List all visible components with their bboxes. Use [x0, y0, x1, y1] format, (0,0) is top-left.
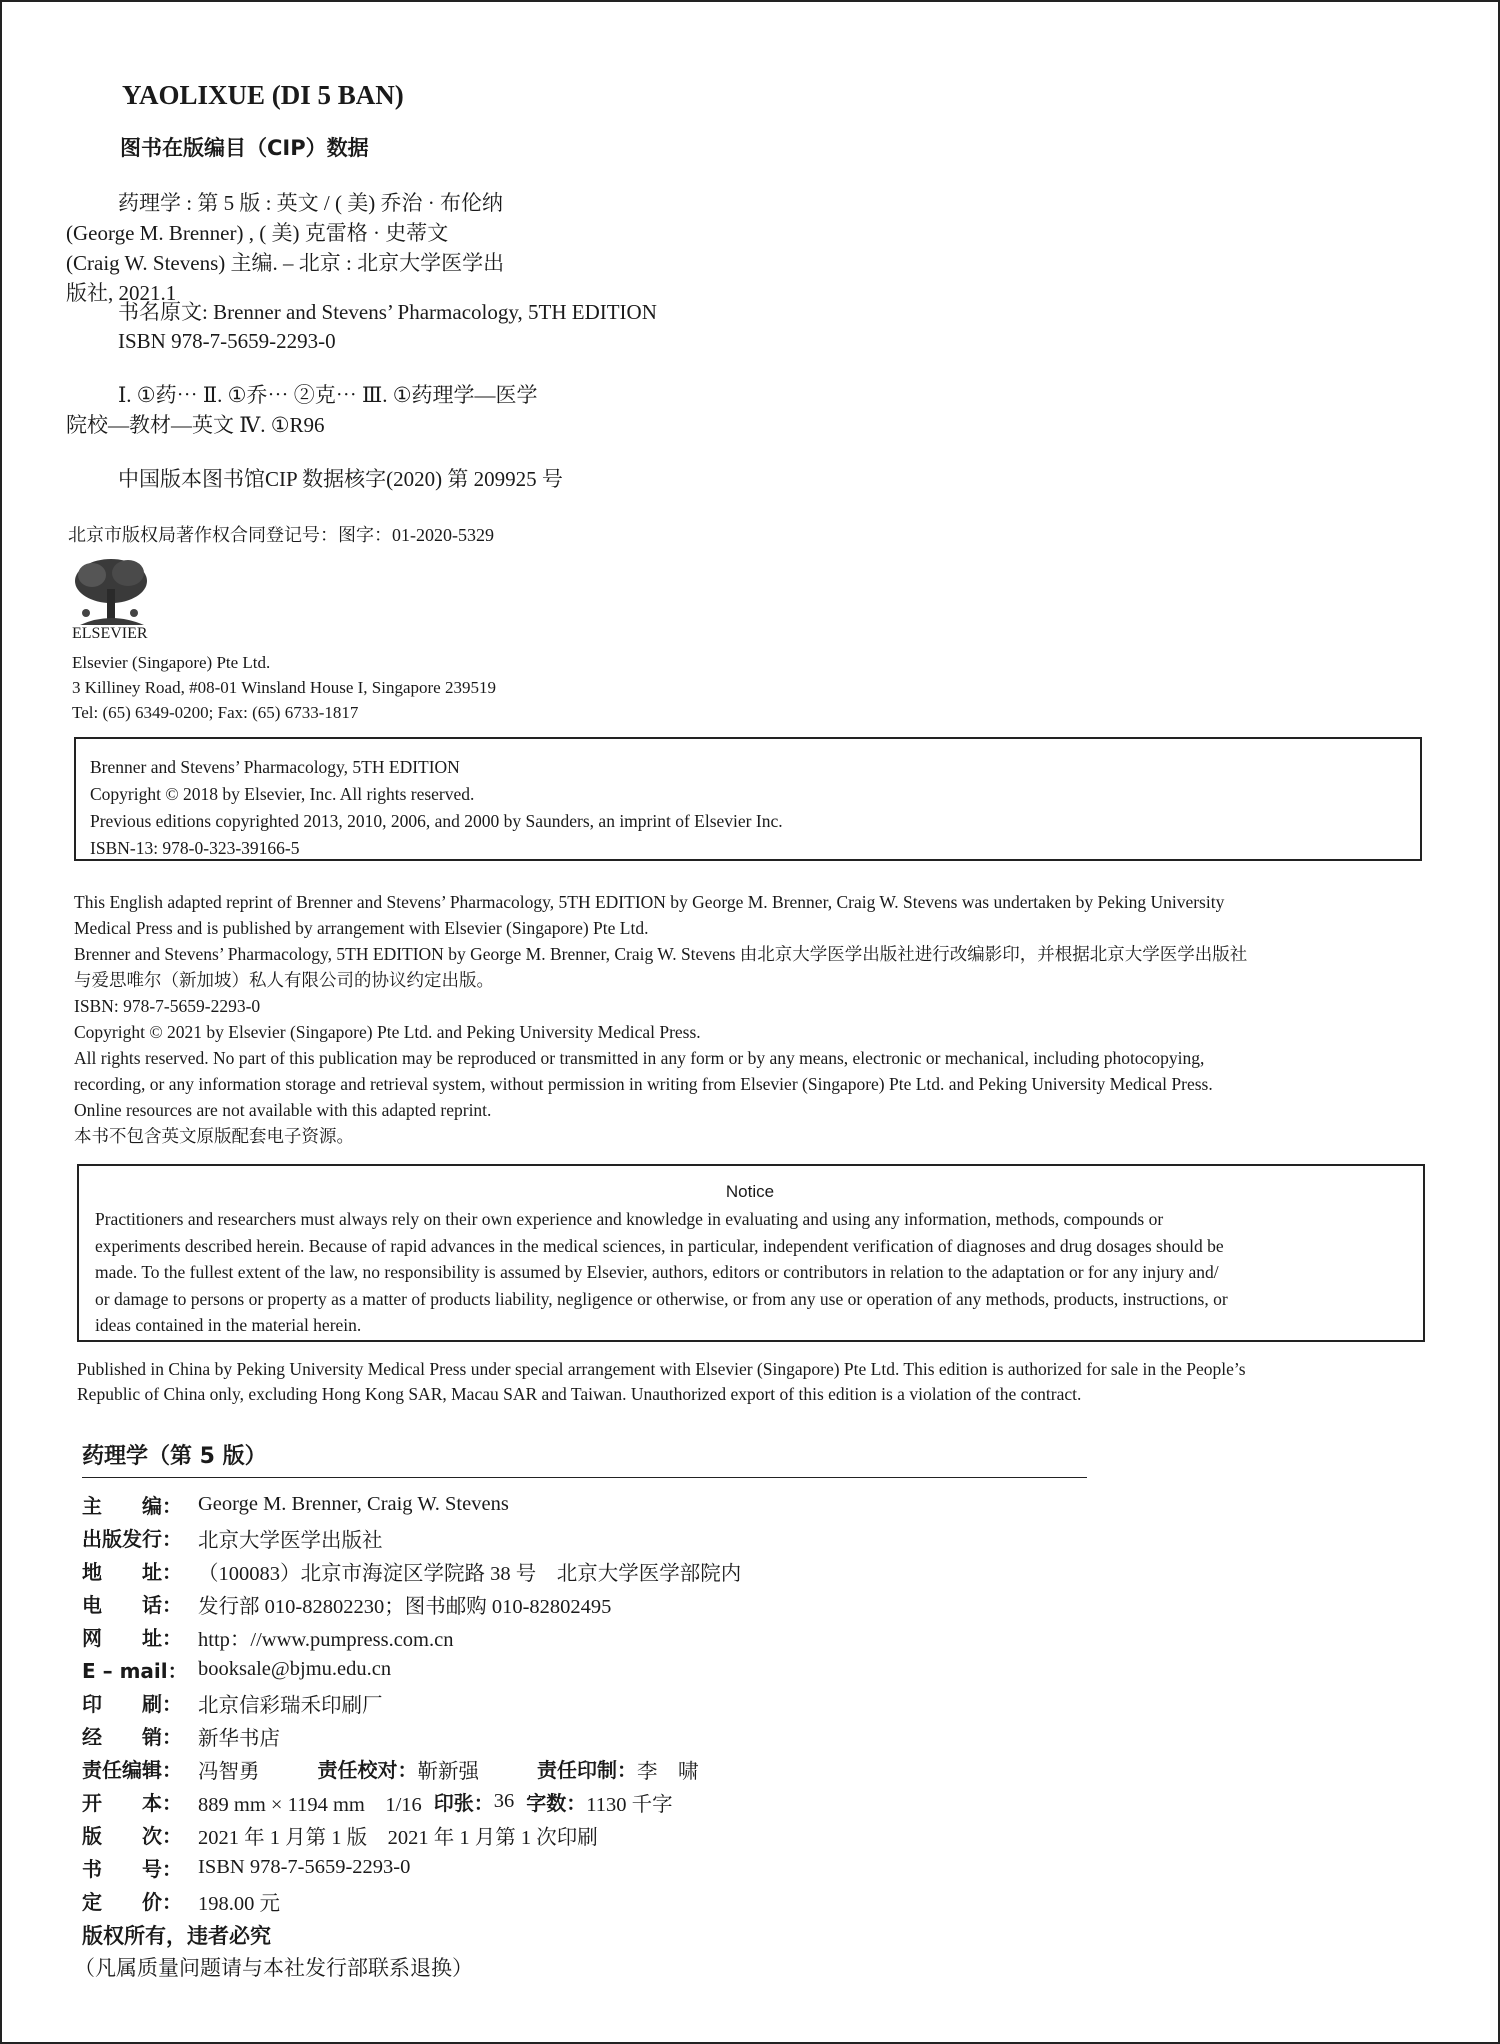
reprint-line: 本书不包含英文原版配套电子资源。: [74, 1126, 354, 1146]
info-row-address: [82, 1554, 741, 1587]
imprint-info: [82, 1488, 741, 1917]
info-value: 新华书店: [198, 1727, 280, 1750]
reprint-line: Copyright © 2021 by Elsevier (Singapore) Pte Ltd. and Peking University Medical Press.: [74, 1022, 701, 1042]
notice-title: Notice: [725, 1182, 775, 1201]
reprint-line: ISBN: 978-7-5659-2293-0: [74, 996, 261, 1016]
info-row-price: [82, 1884, 741, 1917]
published-in-china: [77, 1357, 1437, 1407]
info-label: 版 次：: [82, 1824, 182, 1848]
info-label: 定 价：: [82, 1890, 182, 1914]
info-value: George M. Brenner, Craig W. Stevens: [198, 1493, 509, 1515]
info-row-isbn: [82, 1851, 741, 1884]
info-value: （100083）北京市海淀区学院路 38 号 北京大学医学部院内: [198, 1562, 742, 1585]
reprint-line: 与爱思唯尔（新加坡）私人有限公司的协议约定出版。: [74, 970, 494, 990]
info-label: 责任校对：: [317, 1758, 418, 1782]
info-row-email: [82, 1653, 741, 1686]
info-value: 889 mm × 1194 mm 1/16: [198, 1793, 422, 1816]
original-box-line: Previous editions copyrighted 2013, 2010, 2006, and 2000 by Saunders, an imprint of Elsevier Inc.: [90, 811, 783, 831]
info-label: 印张：: [433, 1791, 494, 1815]
original-box-line: ISBN-13: 978-0-323-39166-5: [90, 838, 300, 858]
info-label: E – mail：: [82, 1659, 188, 1683]
info-value: 1130 千字: [586, 1793, 673, 1816]
info-row-phone: [82, 1587, 741, 1620]
notice-line: experiments described herein. Because of rapid advances in the medical sciences, in particular, independent verification of diagnoses and drug dosages should be: [95, 1235, 1224, 1256]
reprint-line: All rights reserved. No part of this publication may be reproduced or transmitted in any form or by any means, electronic or mechanical, including photocopying,: [74, 1048, 1205, 1068]
cip-line: 药理学 : 第 5 版 : 英文 / ( 美) 乔治 · 布伦纳: [118, 191, 503, 215]
info-row-web: [82, 1620, 741, 1653]
cip-line: 书名原文: Brenner and Stevens’ Pharmacology, 5TH EDITION: [118, 300, 657, 324]
elsevier-logo-text: ELSEVIER: [72, 625, 148, 642]
rights-reserved: 版权所有，违者必究: [82, 1924, 271, 1948]
info-row-publisher: [82, 1521, 741, 1554]
info-value: ISBN 978-7-5659-2293-0: [198, 1856, 411, 1878]
cip-classification: 院校—教材—英文 Ⅳ. ①R96: [66, 413, 325, 437]
published-line: Published in China by Peking University Medical Press under special arrangement with Elsevier (Singapore) Pte Ltd. This edition is authorized for sale in the People’s: [77, 1359, 1246, 1379]
notice-line: made. To the fullest extent of the law, no responsibility is assumed by Elsevier, authors, editors or contributors in relation to the adaptation or for any injury and/: [95, 1262, 1219, 1282]
info-value: 2021 年 1 月第 1 版 2021 年 1 月第 1 次印刷: [198, 1826, 598, 1849]
notice-line: Practitioners and researchers must always rely on their own experience and knowledge in evaluating and using any information, methods, compounds or: [95, 1209, 1164, 1229]
info-label: 印 刷：: [82, 1692, 182, 1716]
reprint-line: Medical Press and is published by arrangement with Elsevier (Singapore) Pte Ltd.: [74, 918, 649, 938]
cip-line: (George M. Brenner) , ( 美) 克雷格 · 史蒂文: [66, 221, 449, 245]
info-row-distribution: [82, 1719, 741, 1752]
info-value: 北京信彩瑞禾印刷厂: [198, 1694, 383, 1717]
info-label: 出版发行：: [82, 1527, 182, 1551]
rights-note: （凡属质量问题请与本社发行部联系退换）: [74, 1956, 473, 1980]
info-label: 电 话：: [82, 1593, 182, 1617]
publisher-contact: Tel: (65) 6349-0200; Fax: (65) 6733-1817: [72, 703, 359, 722]
notice-line: ideas contained in the material herein.: [95, 1315, 362, 1335]
info-row-editor: [82, 1488, 741, 1521]
cip-classification: Ⅰ. ①药⋯ Ⅱ. ①乔⋯ ②克⋯ Ⅲ. ①药理学—医学: [118, 383, 538, 407]
cip-heading: 图书在版编目（CIP）数据: [120, 136, 369, 160]
email-value: booksale@bjmu.edu.cn: [198, 1658, 392, 1680]
info-value: 李 啸: [637, 1760, 699, 1783]
info-row-format: [82, 1785, 741, 1818]
info-label: 地 址：: [82, 1560, 182, 1584]
notice-line: or damage to persons or property as a matter of products liability, negligence or otherwise, or from any use or operation of any methods, products, instructions, or: [95, 1288, 1228, 1309]
pinyin-title: YAOLIXUE (DI 5 BAN): [122, 80, 404, 110]
website-link: http：//www.pumpress.com.cn: [198, 1628, 454, 1651]
info-label: 书 号：: [82, 1857, 182, 1881]
info-row-responsibility: [82, 1752, 741, 1785]
copyright-registration: 北京市版权局著作权合同登记号：图字：01-2020-5329: [68, 525, 494, 545]
original-edition-box: [74, 737, 1422, 861]
cip-number: 中国版本图书馆CIP 数据核字(2020) 第 209925 号: [118, 467, 563, 491]
publisher-address: 3 Killiney Road, #08-01 Winsland House I, Singapore 239519: [72, 678, 496, 697]
info-value: 36: [493, 1790, 515, 1812]
info-row-print: [82, 1686, 741, 1719]
publisher-name: Elsevier (Singapore) Pte Ltd.: [72, 653, 271, 672]
info-label: 经 销：: [82, 1725, 182, 1749]
published-line: Republic of China only, excluding Hong Kong SAR, Macau SAR and Taiwan. Unauthorized export of this edition is a violation of the contract.: [77, 1384, 1082, 1404]
reprint-line: Brenner and Stevens’ Pharmacology, 5TH EDITION by George M. Brenner, Craig W. Stevens 由北京大学医学出版社进行改编影印，并根据北京大学医学出版社: [74, 944, 1248, 964]
divider: [82, 1477, 1087, 1478]
original-box-line: Brenner and Stevens’ Pharmacology, 5TH EDITION: [90, 757, 460, 777]
info-value: 北京大学医学出版社: [198, 1529, 383, 1552]
info-value: 198.00 元: [198, 1892, 280, 1915]
original-box-line: Copyright © 2018 by Elsevier, Inc. All rights reserved.: [90, 784, 475, 804]
notice-box: [77, 1164, 1425, 1342]
reprint-line: This English adapted reprint of Brenner and Stevens’ Pharmacology, 5TH EDITION by George M. Brenner, Craig W. Stevens was undertaken by Peking University: [74, 892, 1225, 912]
info-label: 网 址：: [82, 1626, 182, 1650]
info-label: 责任印制：: [537, 1758, 637, 1782]
info-value: 靳新强: [417, 1760, 479, 1783]
info-label: 责任编辑：: [82, 1758, 182, 1782]
info-label: 主 编：: [82, 1494, 182, 1518]
cip-line: (Craig W. Stevens) 主编. – 北京 : 北京大学医学出: [66, 251, 505, 275]
reprint-line: Online resources are not available with this adapted reprint.: [74, 1100, 492, 1120]
info-value: 发行部 010-82802230；图书邮购 010-82802495: [198, 1595, 612, 1618]
cip-line: ISBN 978-7-5659-2293-0: [118, 329, 336, 353]
reprint-line: recording, or any information storage and retrieval system, without permission in writing from Elsevier (Singapore) Pte Ltd. and Peking University Medical Press.: [74, 1074, 1213, 1094]
book-title: 药理学（第 5 版）: [82, 1444, 267, 1469]
info-label: 开 本：: [82, 1791, 182, 1815]
info-row-edition: [82, 1818, 741, 1851]
info-value: 冯智勇: [198, 1760, 260, 1783]
reprint-paragraph: [74, 889, 1434, 1149]
info-label: 字数：: [526, 1791, 587, 1815]
cip-line: 版社, 2021.1: [66, 281, 177, 305]
